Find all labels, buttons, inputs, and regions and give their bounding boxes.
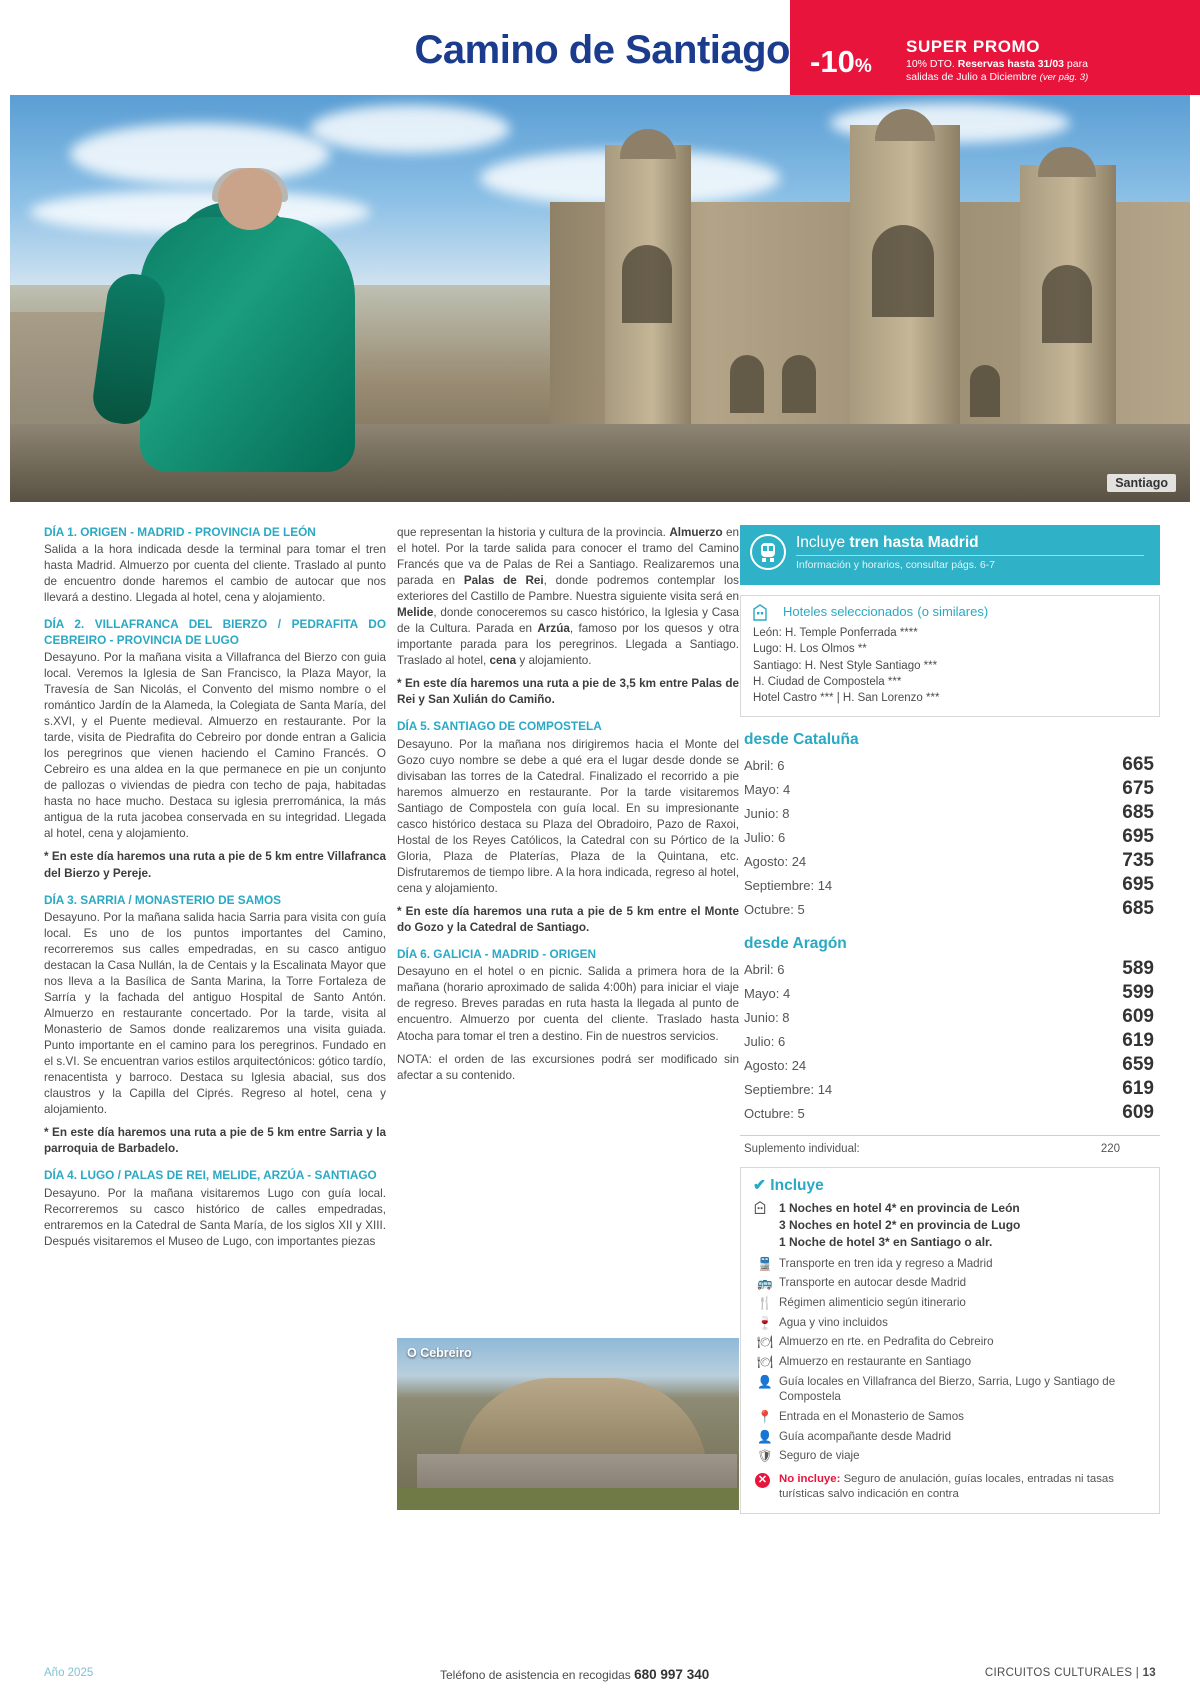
meal-icon: 🍽 bbox=[757, 1355, 773, 1370]
day-note: * En este día haremos una ruta a pie de 5 km entre Villafranca del Bierzo y Pereje. bbox=[44, 850, 386, 880]
tower-window bbox=[872, 225, 934, 317]
price-row bbox=[740, 777, 1160, 801]
includes-train-subtitle: Información y horarios, consultar págs. 6-7 bbox=[796, 559, 996, 571]
promo-percent-value: -10 bbox=[810, 44, 855, 79]
price-label: Agosto: 24 bbox=[744, 1057, 807, 1073]
promo-line1-tail: para bbox=[1064, 58, 1088, 70]
price-label: Mayo: 4 bbox=[744, 985, 791, 1001]
promo-line-1 bbox=[906, 58, 1088, 70]
includes-train-title bbox=[796, 534, 1150, 552]
includes-box bbox=[740, 1167, 1160, 1514]
promo-line1-bold: Reservas hasta 31/03 bbox=[957, 58, 1064, 70]
includes-item bbox=[753, 1409, 1147, 1425]
includes-train-banner bbox=[740, 525, 1160, 585]
facade-window bbox=[782, 355, 816, 413]
hotels-title bbox=[783, 603, 1147, 621]
includes-item bbox=[753, 1295, 1147, 1311]
hotel-icon bbox=[753, 1201, 767, 1218]
grass bbox=[397, 1488, 739, 1510]
price-value: 589 bbox=[1122, 957, 1154, 979]
includes-item-text: Guía locales en Villafranca del Bierzo, Sarria, Lugo y Santiago de Compostela bbox=[779, 1374, 1116, 1404]
page-header bbox=[0, 0, 1200, 95]
price-label: Mayo: 4 bbox=[744, 781, 791, 797]
price-row bbox=[740, 1077, 1160, 1101]
train-icon: 🚆 bbox=[757, 1256, 773, 1271]
day-text: Salida a la hora indicada desde la terminal para tomar el tren hasta Madrid. Almuerzo por cuenta del cliente. Traslado al punto de encuentro donde haremos el cambio de autocar que nos llevará a destino. Llegada al hotel, cena y alojamiento. bbox=[44, 543, 386, 605]
tower-window bbox=[1042, 265, 1092, 343]
includes-train-title-light: Incluye bbox=[796, 534, 850, 551]
day-text: Desayuno. Por la mañana visita a Villafranca del Bierzo con guia local. Veremos la Iglesia de San Francisco, la Plaza Mayor, la Travesía de San Nicolás, el Convento del mismo nombre o el romántico Jardín de la Alameda, la Colegiata de Santa María, del s.XVI, y el Puente medieval. Almuerzo en restaurante. Por la tarde, visita de Piedrafita do Cebreiro por donde entran a Galicia los peregrinos que vienen haciendo el Camino Francés. O Cebreiro es una aldea en la que permanece en pie un conjunto de pallozas o viviendas de piedra con techo de paja, habitadas hasta no hace mucho. Destaca su iglesia prerrománica, la más antigua de la ruta jacobea conservada en su integridad. Llegada al hotel, cena y alojamiento. bbox=[44, 651, 386, 841]
day-note: * En este día haremos una ruta a pie de 3,5 km entre Palas de Rei y San Xulián do Camiño. bbox=[397, 677, 739, 707]
hotels-title-note: (o similares) bbox=[917, 604, 989, 619]
hotel-icon bbox=[751, 604, 769, 622]
includes-item bbox=[753, 1256, 1147, 1272]
hotels-box bbox=[740, 595, 1160, 717]
facade-window bbox=[970, 365, 1000, 417]
footer-section-label: CIRCUITOS CULTURALES | bbox=[984, 1667, 1143, 1679]
price-value: 695 bbox=[1122, 873, 1154, 895]
includes-item-text: Seguro de viaje bbox=[779, 1449, 860, 1463]
promo-percent bbox=[810, 46, 872, 77]
not-included-row bbox=[753, 1472, 1147, 1503]
promo-line-2 bbox=[906, 71, 1088, 83]
cloud-shape bbox=[310, 105, 510, 153]
footer-page-number: 13 bbox=[1142, 1667, 1156, 1679]
price-row bbox=[740, 1029, 1160, 1053]
includes-item bbox=[753, 1374, 1147, 1405]
price-row bbox=[740, 849, 1160, 873]
head bbox=[218, 168, 282, 230]
promo-banner bbox=[790, 0, 1200, 95]
ticket-pin-icon: 📍 bbox=[757, 1409, 773, 1424]
day-text: Desayuno. Por la mañana salida hacia Sarria para visita con guía local. Es uno de los puntos importantes del Camino, recorreremos sus calles empedradas, en su casco antiguo destacan la Casa Nullán, la de Centais y la Escalinata Mayor que nos lleva a la Basílica de Santa Marina, la Torre Fortaleza de Sarría y la fachada del antiguo Hospital de Santo Antón. Almuerzo en restaurante concertado. Por la tarde, visita al Monasterio de Samos donde realizaremos una visita guiada. Punto importante en el camino para los peregrinos. Fundado en el s.VI. Se encuentran varios estilos arquitectónicos: gótico tardío, renacentista y barroco. Destaca su Iglesia abacial, sus dos claustros y la Capilla del Ciprés. Regreso al hotel, cena y alojamiento. bbox=[44, 910, 386, 1117]
photo-o-cebreiro bbox=[397, 1338, 739, 1510]
includes-item bbox=[753, 1448, 1147, 1464]
includes-title: ✔ Incluye bbox=[753, 1176, 824, 1194]
day-heading: DÍA 1. ORIGEN - MADRID - PROVINCIA DE LEÓN bbox=[44, 525, 316, 539]
day-heading: DÍA 2. VILLAFRANCA DEL BIERZO / PEDRAFITA DO CEBREIRO - PROVINCIA DE LUGO bbox=[44, 617, 386, 647]
price-row bbox=[740, 1053, 1160, 1077]
price-value: 685 bbox=[1122, 801, 1154, 823]
day-text-continued: que representan la historia y cultura de la provincia. Almuerzo en el hotel. Por la tarde salida para conocer el tramo del Camino Francés que va de Palas de Rei a Santiago. Realizaremos una parada en Palas de Rei, donde podremos contemplar los exteriores del Castillo de Pambre. Nuestra siguiente visita será en Melide, donde conoceremos su casco histórico, la Iglesia y Casa de la Cultura. Parada en Arzúa, famoso por los quesos y otra importante parada para los peregrinos. Llegada a Santiago. Traslado al hotel, cena y alojamiento. bbox=[397, 526, 739, 668]
day-text: Desayuno en el hotel o en picnic. Salida a primera hora de la mañana (horario aproximado de salida 4:00h) para iniciar el viaje de regreso. Breves paradas en ruta hasta la llegada al punto de encuentro. Almuerzo por cuenta del cliente. Traslado hasta Atocha para tomar el tren a destino. Fin de nuestros servicios. bbox=[397, 965, 739, 1043]
includes-item-text: Agua y vino incluidos bbox=[779, 1315, 888, 1329]
photo-caption: O Cebreiro bbox=[407, 1346, 472, 1360]
includes-item bbox=[753, 1354, 1147, 1370]
promo-title: SUPER PROMO bbox=[906, 37, 1041, 56]
price-label: Abril: 6 bbox=[744, 757, 785, 773]
guide-icon: 👤 bbox=[757, 1374, 773, 1389]
backpack bbox=[140, 217, 355, 472]
hotel-line: Hotel Castro *** | H. San Lorenzo *** bbox=[753, 692, 940, 705]
price-label: Junio: 8 bbox=[744, 1009, 790, 1025]
includes-item-text: Régimen alimenticio según itinerario bbox=[779, 1296, 966, 1310]
includes-item-text: Guía acompañante desde Madrid bbox=[779, 1429, 952, 1443]
divider bbox=[796, 555, 1144, 556]
train-icon bbox=[750, 534, 786, 570]
day-note: * En este día haremos una ruta a pie de 5 km entre Sarria y la parroquia de Barbadelo. bbox=[44, 1126, 386, 1156]
includes-item bbox=[753, 1429, 1147, 1445]
hotels-list bbox=[753, 625, 1147, 707]
price-value: 675 bbox=[1122, 777, 1154, 799]
price-label: Octubre: 5 bbox=[744, 901, 805, 917]
promo-percent-symbol: % bbox=[854, 56, 872, 77]
price-label: Junio: 8 bbox=[744, 805, 790, 821]
includes-hotel-line: 1 Noche de hotel 3* en Santiago o alr. bbox=[779, 1235, 993, 1250]
includes-item-text: Transporte en autocar desde Madrid bbox=[779, 1276, 967, 1290]
price-group-title-cataluna: desde Cataluña bbox=[744, 730, 859, 748]
price-label: Abril: 6 bbox=[744, 961, 785, 977]
hotel-line: León: H. Temple Ponferrada **** bbox=[753, 627, 918, 639]
includes-item-text: Almuerzo en restaurante en Santiago bbox=[779, 1355, 972, 1369]
itinerary-column-left bbox=[44, 525, 386, 1257]
includes-item-text: Entrada en el Monasterio de Samos bbox=[779, 1409, 964, 1423]
includes-item bbox=[753, 1315, 1147, 1331]
day-heading: DÍA 5. SANTIAGO DE COMPOSTELA bbox=[397, 719, 602, 734]
day-text: Desayuno. Por la mañana nos dirigiremos hacia el Monte del Gozo cuyo nombre se debe a qué era el lugar desde donde se divisaban las torres de la Catedral. Finalizado el recorrido a pie haremos almuerzo en restaurante. Por la tarde visitaremos Santiago de Compostela con guía local. En su impresionante casco histórico destaca su Plaza del Obradoiro, Pazo de Raxoi, Hostal de los Reyes Católicos, la Catedral con su Pórtico de la Gloria, Plaza de Platerías, Plaza de la Quintana, etc. Disfrutaremos de tiempo libre. A la hora indicada, regreso al hotel, cena y alojamiento. bbox=[397, 737, 739, 895]
supplement-label: Suplemento individual: bbox=[744, 1142, 860, 1155]
bus-icon: 🚌 bbox=[757, 1276, 773, 1291]
itinerary-column-right bbox=[397, 525, 739, 1091]
meal-icon: 🍽 bbox=[757, 1335, 773, 1350]
hero-caption: Santiago bbox=[1107, 474, 1176, 492]
price-label: Septiembre: 14 bbox=[744, 877, 833, 893]
price-label: Julio: 6 bbox=[744, 1033, 786, 1049]
price-group-title-aragon: desde Aragón bbox=[744, 934, 847, 952]
tower-window bbox=[622, 245, 672, 323]
promo-line2-italic: (ver pág. 3) bbox=[1039, 72, 1089, 83]
price-value: 735 bbox=[1122, 849, 1154, 871]
right-panel bbox=[740, 525, 1160, 1514]
price-row bbox=[740, 897, 1160, 921]
price-row bbox=[740, 981, 1160, 1005]
price-value: 619 bbox=[1122, 1029, 1154, 1051]
water-wine-icon: 🍷 bbox=[757, 1315, 773, 1330]
price-value: 659 bbox=[1122, 1053, 1154, 1075]
supplement-row bbox=[740, 1135, 1160, 1155]
hotel-line: Lugo: H. Los Olmos ** bbox=[753, 643, 867, 656]
guide-icon: 👤 bbox=[757, 1429, 773, 1444]
includes-hotel-line: 1 Noches en hotel 4* en provincia de León bbox=[779, 1200, 1020, 1215]
price-row bbox=[740, 873, 1160, 897]
includes-item-text: Transporte en tren ida y regreso a Madrid bbox=[779, 1256, 993, 1270]
not-included-text: Seguro de anulación, guías locales, entradas ni tasas turísticas salvo indicación en contra bbox=[779, 1472, 1114, 1501]
price-row bbox=[740, 1101, 1160, 1125]
hotels-title-text: Hoteles seleccionados bbox=[783, 604, 914, 619]
price-row bbox=[740, 753, 1160, 777]
cutlery-icon: 🍴 bbox=[757, 1296, 773, 1311]
footer-section bbox=[985, 1667, 1156, 1679]
promo-line2-plain: salidas de Julio a Diciembre bbox=[906, 71, 1040, 83]
promo-line1-plain: 10% DTO. bbox=[906, 58, 958, 70]
price-label: Septiembre: 14 bbox=[744, 1081, 833, 1097]
day-heading: DÍA 3. SARRIA / MONASTERIO DE SAMOS bbox=[44, 892, 282, 907]
includes-train-title-bold: tren hasta Madrid bbox=[849, 534, 979, 551]
tower-spire bbox=[620, 129, 676, 159]
includes-hotel-lines bbox=[779, 1200, 1147, 1252]
pilgrim-figure bbox=[100, 162, 430, 502]
facade-window bbox=[730, 355, 764, 413]
price-row bbox=[740, 801, 1160, 825]
includes-item-text: Almuerzo en rte. en Pedrafita do Cebreiro bbox=[779, 1335, 994, 1349]
price-label: Octubre: 5 bbox=[744, 1105, 805, 1121]
price-value: 685 bbox=[1122, 897, 1154, 919]
close-icon: ✕ bbox=[755, 1473, 770, 1488]
shield-icon: 🛡 bbox=[757, 1449, 773, 1464]
price-row bbox=[740, 825, 1160, 849]
includes-hotel-line: 3 Noches en hotel 2* en provincia de Lugo bbox=[779, 1218, 1021, 1233]
price-row bbox=[740, 1005, 1160, 1029]
price-value: 665 bbox=[1122, 753, 1154, 775]
day-heading: DÍA 4. LUGO / PALAS DE REI, MELIDE, ARZÚA - SANTIAGO bbox=[44, 1168, 377, 1183]
includes-item bbox=[753, 1275, 1147, 1291]
day-text-part: Desayuno. Por la mañana visitaremos Lugo con guía local. Recorreremos su casco histórico de calles empedradas, entraremos en la Catedral de Santa María, de los siglos XII y XIII. Después visitaremos el Museo de Lugo, con importantes piezas bbox=[44, 1186, 386, 1248]
hotel-line: H. Ciudad de Compostela *** bbox=[753, 675, 902, 688]
price-row bbox=[740, 957, 1160, 981]
day-note-extra: NOTA: el orden de las excursiones podrá ser modificado sin afectar a su contenido. bbox=[397, 1052, 739, 1082]
supplement-value: 220 bbox=[1100, 1142, 1120, 1155]
price-label: Julio: 6 bbox=[744, 829, 786, 845]
tower-spire bbox=[1038, 147, 1096, 177]
hotel-line: Santiago: H. Nest Style Santiago *** bbox=[753, 659, 938, 672]
price-value: 609 bbox=[1122, 1101, 1154, 1123]
not-included-label: No incluye: bbox=[779, 1472, 841, 1485]
hero-photo-santiago bbox=[10, 95, 1190, 502]
page-title: Camino de Santiago bbox=[414, 28, 790, 72]
day-heading: DÍA 6. GALICIA - MADRID - ORIGEN bbox=[397, 947, 597, 962]
price-value: 695 bbox=[1122, 825, 1154, 847]
footer-year: Año 2025 bbox=[44, 1667, 94, 1679]
footer-phone-label: Teléfono de asistencia en recogidas bbox=[440, 1668, 635, 1682]
price-value: 599 bbox=[1122, 981, 1154, 1003]
price-value: 619 bbox=[1122, 1077, 1154, 1099]
includes-item bbox=[753, 1334, 1147, 1350]
footer-assistance-phone bbox=[440, 1667, 709, 1682]
page-footer bbox=[0, 1655, 1200, 1697]
price-label: Agosto: 24 bbox=[744, 853, 807, 869]
footer-phone-number: 680 997 340 bbox=[634, 1667, 710, 1682]
day-note: * En este día haremos una ruta a pie de 5 km entre el Monte do Gozo y la Catedral de Santiago. bbox=[397, 904, 739, 935]
price-value: 609 bbox=[1122, 1005, 1154, 1027]
